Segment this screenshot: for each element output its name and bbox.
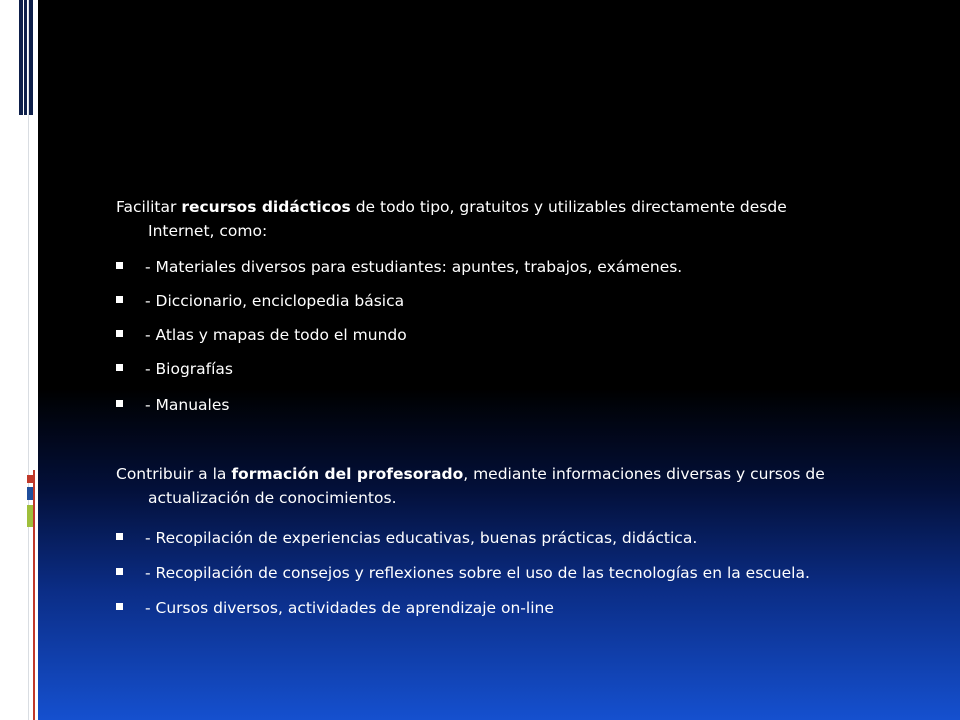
- list-item-text: - Recopilación de experiencias educativas, buenas prácticas, didáctica.: [145, 529, 698, 547]
- list-item: [116, 597, 554, 619]
- list-item: [116, 358, 233, 380]
- square-bullet-icon: [116, 400, 123, 407]
- square-bullet-icon: [116, 262, 123, 269]
- list-item: [116, 394, 229, 416]
- list-item: [116, 324, 407, 346]
- list-item: [116, 562, 810, 584]
- para1-bold-phrase: recursos didácticos: [181, 198, 351, 216]
- list-item-text: - Materiales diversos para estudiantes: apuntes, trabajos, exámenes.: [145, 258, 683, 276]
- list-item-text: - Recopilación de consejos y reflexiones sobre el uso de las tecnologías en la escuela.: [145, 564, 810, 582]
- square-bullet-icon: [116, 568, 123, 575]
- list-item: [116, 527, 697, 549]
- paragraph-recursos: [116, 195, 904, 243]
- paragraph-formacion: [116, 462, 904, 510]
- para1-text-before: Facilitar: [116, 198, 182, 216]
- para2-text-after: , mediante informaciones diversas y cursos de: [463, 465, 825, 483]
- para2-continuation: actualización de conocimientos.: [148, 489, 397, 507]
- para2-text-before: Contribuir a la: [116, 465, 232, 483]
- list-item-text: - Atlas y mapas de todo el mundo: [145, 326, 407, 344]
- square-bullet-icon: [116, 603, 123, 610]
- para2-bold-phrase: formación del profesorado: [231, 465, 464, 483]
- list-item-text: - Diccionario, enciclopedia básica: [145, 292, 405, 310]
- list-item-text: - Biografías: [145, 360, 233, 378]
- square-bullet-icon: [116, 330, 123, 337]
- para1-continuation: Internet, como:: [148, 222, 268, 240]
- para1-text-after: de todo tipo, gratuitos y utilizables directamente desde: [350, 198, 787, 216]
- list-item-text: - Cursos diversos, actividades de aprendizaje on-line: [145, 599, 554, 617]
- square-bullet-icon: [116, 533, 123, 540]
- list-item-text: - Manuales: [145, 396, 230, 414]
- square-bullet-icon: [116, 296, 123, 303]
- list-item: [116, 256, 682, 278]
- list-item: [116, 290, 404, 312]
- square-bullet-icon: [116, 364, 123, 371]
